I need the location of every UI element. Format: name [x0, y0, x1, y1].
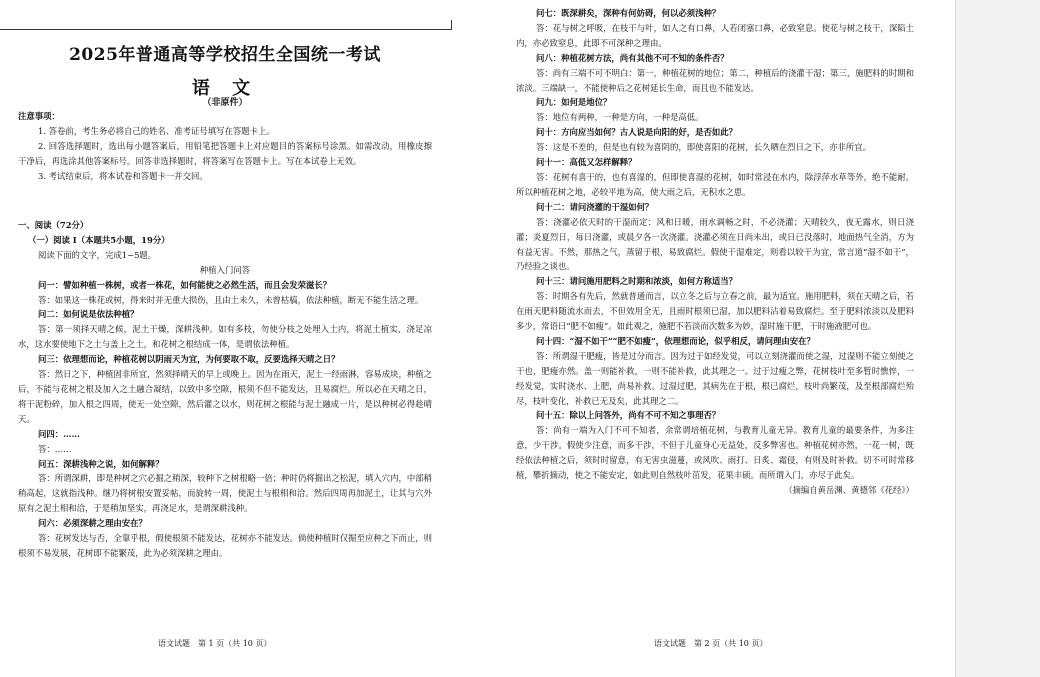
- question: 问十三：请问施用肥料之时期和浓淡，如何方称适当？: [536, 276, 737, 287]
- answer: 答：第一须择天晴之候，泥土干燥，深耕浅种。如有多枝，勿使分枝之处埋入土内，将泥土植实，浇足凉水，这水要使地下之土与盖上之土，和花树之根结成一体，是谓依法种植。: [18, 324, 432, 350]
- question: 问十一：高低又怎样解释？: [536, 157, 637, 168]
- question: 问二：如何说是依法种植？: [38, 309, 139, 320]
- page-1-footer: 语文试题 第 1 页（共 10 页）: [158, 639, 272, 648]
- section-heading: 一、阅读（72分）: [18, 220, 89, 230]
- page-2-footer: 语文试题 第 2 页（共 10 页）: [654, 639, 768, 648]
- notices: [18, 109, 432, 184]
- non-original-note: （非原件）: [202, 98, 248, 108]
- subsection-heading: （一）阅读 I（本题共5小题，19分）: [28, 234, 170, 245]
- viewer-side-panel: [955, 0, 1040, 677]
- top-rule-tick: [451, 20, 452, 30]
- qa-continued: [516, 6, 914, 498]
- answer: 答：这是不差的，但是也有较为喜阴的，即使喜阳的花树，长久晒在烈日之下，亦非所宜。: [536, 142, 871, 153]
- question: 问九：如何是地位？: [536, 97, 612, 108]
- answer: 答：尚有一端为入门不可不知者，余常谓培植花树，与教育儿童无异。教育儿童的最要条件，为多注意，少干涉。假使少注意，而多干涉，不但于儿童身心无益处，反多弊害也。种植花树亦然，一花一树，既经依法种植之后，须时时留意，有无害虫滋蔓，或风吹、雨打、日炙、霜侵，有则及时补救。切不可时常移植，攀折摘动，使之不能安定，如此则自然枝叶茁发，花果丰硕。而所谓入门，亦尽于此矣。: [516, 425, 914, 481]
- question: 问六：必须深耕之理由安在？: [38, 518, 147, 529]
- answer: 答：花树发达与否，全靠乎根，假使根须不能发达，花树亦不能发达。倘使种植时仅掘至应种之下而止，则根须不易发展，花树即不能繁茂，此为必须深耕之理由。: [18, 533, 432, 558]
- source-citation: （摘编自黄岳渊、黄德邻《花经》）: [784, 485, 914, 495]
- question: 问十四：“湿不如干”“肥不如瘦”，依理想而论，似乎相反，请问理由安在？: [536, 335, 815, 346]
- question: 问四：……: [38, 428, 80, 439]
- question: 问一：譬如种植一株树，或者一株花，如何能使之必然生活，而且会发荣滋长？: [38, 279, 332, 290]
- instruction: 阅读下面的文字，完成1~5题。: [38, 249, 157, 260]
- exam-title: 2025年普通高等学校招生全国统一考试: [69, 45, 381, 65]
- answer: 答：时期各有先后，然就普通而言，以立冬之后与立春之前，最为适宜。施用肥料，须在天晴之后，若在雨天肥料随流水而去，不但效用全无，且雨时根须已湿，加以肥料沾着易致腐烂。至于肥料浓淡以及肥料多少，常语曰“肥不如瘦”。如此观之，施肥不若淡而次数多为妙，湿时施干肥，干时施液肥可也。: [516, 291, 914, 332]
- article-title: 种植入门问答: [199, 264, 251, 275]
- notice-item: 2. 回答选择题时，选出每小题答案后，用铅笔把答题卡上对应题目的答案标号涂黑。如需改动，用橡皮擦干净后，再选涂其他答案标号。回答非选择题时，将答案写在答题卡上。写在本试卷上无效。: [18, 140, 432, 166]
- notice-title: 注意事项：: [18, 111, 60, 121]
- subject-title: 语 文: [191, 78, 259, 99]
- page-2: [516, 0, 914, 630]
- answer: 答：花与树之呼吸，在枝干与叶，如人之有口鼻，人若闭塞口鼻，必致窒息。使花与树之枝干，深陷土内，亦必致窒息，此即不可深种之理由。: [516, 22, 914, 48]
- question: 问八：种植花树方法，尚有其他不可不知的条件否？: [536, 52, 729, 63]
- answer: 答：所谓深耕，即是种树之穴必掘之稍深，较种下之树根略一倍；种时仍将掘出之松泥，填入穴内，中部稍稍高起，这就指浅种。继乃将树根安置妥帖，而旋转一周，使泥土与根相和洽。然后四周再加泥土，让其与穴外原有之泥土相和洽，于是稍加坚实，再浇足水，是谓深耕浅种。: [18, 473, 432, 514]
- answer: 答：地位有两种，一种是方向，一种是高低。: [536, 112, 704, 123]
- answer: 答：如果这一株花或树，得来时并无重大损伤，且由土未久，未曾枯槁，依法种植，断无不能生活之理。: [38, 294, 424, 305]
- question: 问十：方向应当如何？古人说是向阳的好，是否如此？: [536, 127, 737, 138]
- question: 问七：既深耕矣，深种有何妨碍，何以必须浅种？: [536, 8, 721, 18]
- notice-item: 3. 考试结束后，将本试卷和答题卡一并交回。: [38, 170, 208, 181]
- answer: 答：……: [38, 443, 72, 454]
- answer: 答：花树有喜干的，也有喜湿的，但即使喜湿的花树，如时常浸在水内，除浮萍水草等外，绝不能耐。所以种植花树之地，必较平地为高，使大雨之后，无积水之患。: [516, 171, 914, 197]
- question: 问三：依理想而论，种植花树以阴雨天为宜，为何要取不取，反要选择天晴之日？: [38, 354, 340, 365]
- question: 问十五：除以上问答外，尚有不可不知之事理否？: [536, 410, 721, 421]
- answer: 答：所谓湿干肥瘦，皆是过分而言。因为过于如经发觉，可以立刻浇灌而使之湿，过湿则不能立刻使之干也，肥瘦亦然。盖一则能补救，一则不能补救，此其理之一。过于过瘦之弊，花树枝叶至多暂时憔悴，一经发觉，实时浇水、上肥，尚易补救。过湿过肥，其病先在于根，根已腐烂，枝叶尚繁茂，及至根部腐烂殆尽，枝叶变化，补救已无及矣，此其理之二。: [516, 350, 914, 406]
- answer: 答：尚有三端不可不明白：第一，种植花树的地位；第二，种植后的浇灌干湿；第三，施肥料的时期和浓淡。三端缺一，不能使种后之花树延长生命，而且也不能发达。: [516, 67, 914, 93]
- page-1: [18, 0, 432, 677]
- reading-section: [18, 218, 432, 561]
- question: 问五：深耕浅种之说，如何解释？: [38, 458, 164, 469]
- question: 问十二：请问浇灌的干湿如何？: [536, 201, 654, 212]
- answer: 答：然日之下，种植固非所宜，然须择晴天的早上或晚上。因为在雨天，泥土一经雨淋，容易成块，种植之后，不能与花树之根及加入之土融合凝结，以致中多空隙，根须不但不能发达，且易腐烂。所以必在天晴之日，将干泥粉碎，加入根之四周，使无一处空隙，然后灌之以水，则花树之根能与泥土融成一片，是以种树必得趁晴天。: [18, 369, 432, 424]
- notice-item: 1. 答卷前，考生务必将自己的姓名、准考证号填写在答题卡上。: [38, 125, 275, 136]
- answer: 答：浇灌必依天时的干湿而定：风和日暖，雨水调畅之时，不必浇灌；天晴较久，夜无露水，则日浇灌；炎夏烈日，每日浇灌，或晨夕各一次浇灌。浇灌必须在日尚未出，或日已没落时，地面热气全消，方为有益无害。不然，那热之气，蒸留于根，易致腐烂。假使干湿难定，则看以较干为宜，常言道“湿不如干”，乃经验之谈也。: [516, 216, 914, 272]
